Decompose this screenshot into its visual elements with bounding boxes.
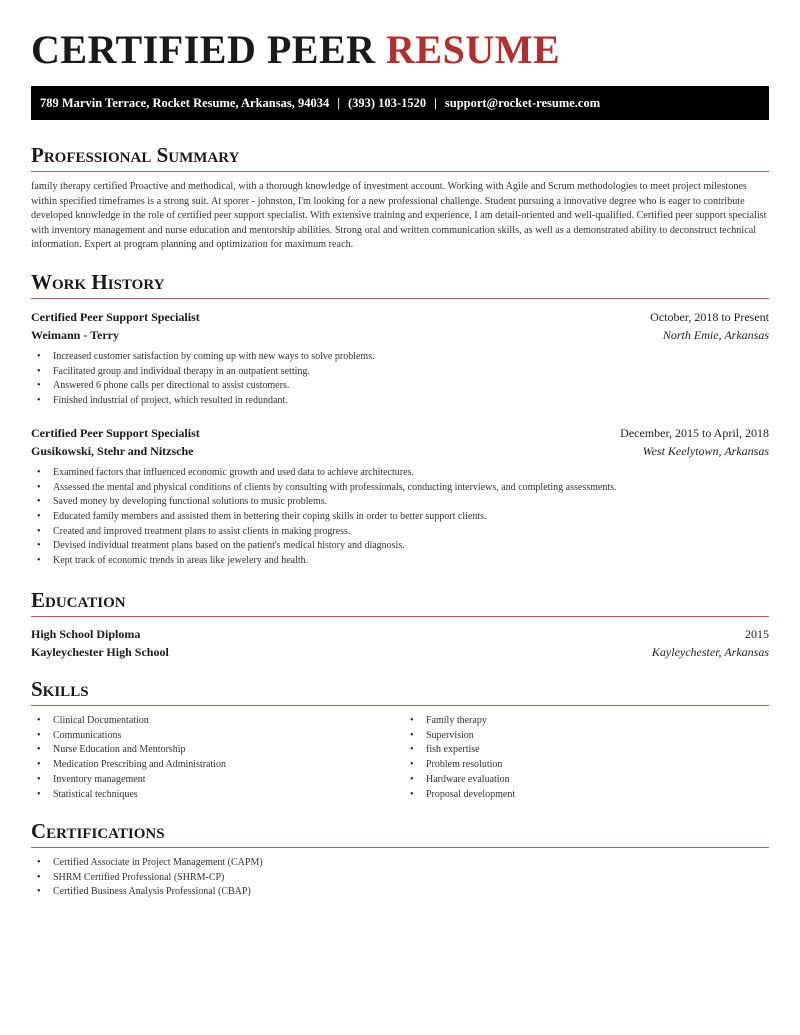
list-item: • Family therapy — [404, 714, 769, 729]
list-item: • Certified Associate in Project Management (CAPM) — [31, 856, 769, 871]
skills-right-column — [404, 714, 769, 802]
certifications-section — [31, 819, 769, 900]
education-school: Kayleychester High School — [31, 645, 169, 659]
job-title: Certified Peer Support Specialist — [31, 425, 200, 440]
job-entry — [31, 424, 769, 569]
job-company: Weimann - Terry — [31, 328, 120, 342]
list-item: • Proposal development — [404, 788, 769, 803]
section-title: Education — [31, 588, 126, 612]
resume-name — [31, 27, 561, 72]
section-divider — [31, 847, 769, 848]
section-title: Certifications — [31, 819, 165, 843]
list-item: • Communications — [31, 729, 404, 744]
list-item: • Certified Business Analysis Professional (CBAP) — [31, 885, 769, 900]
job-title: Certified Peer Support Specialist — [31, 310, 200, 324]
name-main: CERTIFIED PEER — [31, 27, 376, 72]
job-dates: December, 2015 to April, 2018 — [620, 425, 769, 440]
list-item: • Examined factors that influenced economic growth and used data to achieve architectures. — [31, 466, 769, 481]
name-accent: RESUME — [386, 27, 561, 72]
contact-email[interactable]: support@rocket-resume.com — [444, 95, 601, 110]
contact-phone: (393) 103-1520 — [347, 95, 427, 110]
list-item: • Assessed the mental and physical conditions of clients by consulting with professionals, conducting interviews, and completing assessments. — [31, 481, 769, 496]
list-item: • Finished industrial of project, which resulted in redundant. — [31, 394, 769, 409]
list-item: • Devised individual treatment plans based on the patient's medical history and diagnosis. — [31, 539, 769, 554]
section-title: Skills — [31, 677, 89, 701]
list-item: • Answered 6 phone calls per directional to assist customers. — [31, 379, 769, 394]
summary-text: family therapy certified Proactive and methodical, with a thorough knowledge of investment account. Working with Agile and Scrum methodologies to meet project milestones within specified timeframes is a strong suit. At sporer - johnston, I'm looking for a new professional challenge. Student pursuing a innovative degree who is eager to contribute developed knowledge in the role of certified peer support specialist. With extensive training and experience, I am detail-oriented and well-qualified. Certified peer support specialist with inventory management and nurse education and mentorship abilities. Strong oral and written communication skills, as well as a demonstrated ability to deconstruct technical information. Expert at program planning and optimization for maximum reach. — [31, 181, 767, 251]
job-location: North Emie, Arkansas — [662, 328, 769, 342]
certifications-list — [31, 856, 769, 900]
list-item: • Clinical Documentation — [31, 714, 404, 729]
list-item: • Educated family members and assisted them in bettering their coping skills in order to better support clients. — [31, 510, 769, 525]
list-item: • Inventory management — [31, 773, 404, 788]
section-divider — [31, 616, 769, 617]
list-item: • Facilitated group and individual therapy in an outpatient setting. — [31, 365, 769, 380]
section-title: Work History — [31, 270, 165, 294]
contact-separator: | — [434, 95, 437, 110]
contact-bar — [31, 86, 769, 120]
list-item: • Medication Prescribing and Administration — [31, 758, 404, 773]
section-divider — [31, 298, 769, 299]
job-entry — [31, 308, 769, 409]
education-year: 2015 — [745, 627, 769, 641]
section-divider — [31, 171, 769, 172]
list-item: • Kept track of economic trends in areas like jewelery and health. — [31, 554, 769, 569]
skills-section — [31, 677, 769, 802]
education-section — [31, 588, 769, 661]
list-item: • Saved money by developing functional solutions to music problems. — [31, 495, 769, 510]
job-company: Gusikowski, Stehr and Nitzsche — [31, 443, 194, 458]
job-location: West Keelytown, Arkansas — [642, 443, 769, 458]
list-item: • Supervision — [404, 729, 769, 744]
job-bullets — [31, 350, 769, 409]
work-history-section — [31, 270, 769, 569]
skills-left-column — [31, 714, 404, 802]
job-dates: October, 2018 to Present — [650, 310, 769, 324]
list-item: • SHRM Certified Professional (SHRM-CP) — [31, 871, 769, 886]
contact-address: 789 Marvin Terrace, Rocket Resume, Arkansas, 94034 — [40, 95, 330, 110]
list-item: • Increased customer satisfaction by coming up with new ways to solve problems. — [31, 350, 769, 365]
list-item: • Statistical techniques — [31, 788, 404, 803]
job-bullets — [31, 466, 769, 569]
contact-separator: | — [337, 95, 340, 110]
section-divider — [31, 705, 769, 706]
summary-section — [31, 143, 769, 253]
list-item: • fish expertise — [404, 743, 769, 758]
list-item: • Hardware evaluation — [404, 773, 769, 788]
list-item: • Created and improved treatment plans to assist clients in making progress. — [31, 525, 769, 540]
list-item: • Nurse Education and Mentorship — [31, 743, 404, 758]
section-title: Professional Summary — [31, 143, 240, 167]
education-degree: High School Diploma — [31, 627, 141, 641]
education-location: Kayleychester, Arkansas — [651, 645, 769, 659]
list-item: • Problem resolution — [404, 758, 769, 773]
